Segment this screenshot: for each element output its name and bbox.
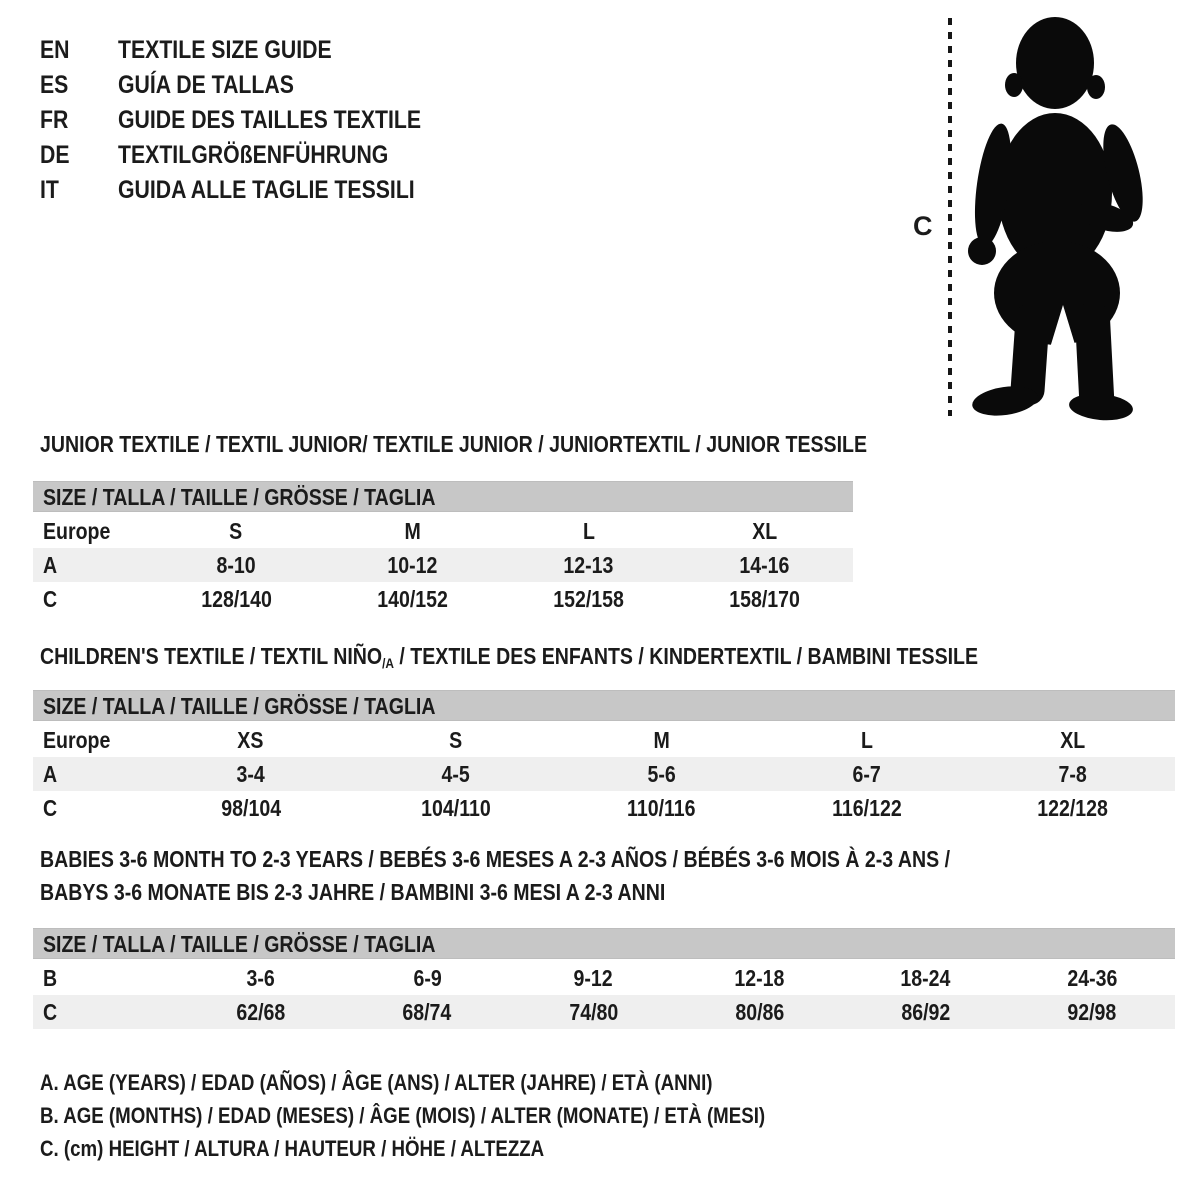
- language-row-en: [40, 33, 475, 68]
- guide-title-en: TEXTILE SIZE GUIDE: [118, 36, 332, 64]
- size-header-bar: SIZE / TALLA / TAILLE / GRÖSSE / TAGLIA: [33, 481, 853, 512]
- babies-section-title-line1: BABIES 3-6 MONTH TO 2-3 YEARS / BEBÉS 3-6 MESES A 2-3 AÑOS / BÉBÉS 3-6 MOIS À 2-3 ANS /: [40, 846, 951, 872]
- table-row-europe: Europe S M L XL: [43, 517, 778, 544]
- size-header-bar: SIZE / TALLA / TAILLE / GRÖSSE / TAGLIA: [33, 690, 1175, 721]
- language-row-it: [40, 173, 475, 208]
- junior-section-title: JUNIOR TEXTILE / TEXTIL JUNIOR/ TEXTILE JUNIOR / JUNIORTEXTIL / JUNIOR TESSILE: [40, 431, 868, 457]
- babies-section-title-line2: BABYS 3-6 MONATE BIS 2-3 JAHRE / BAMBINI 3-6 MESI A 2-3 ANNI: [40, 879, 666, 905]
- guide-title-es: GUÍA DE TALLAS: [118, 71, 294, 99]
- table-row-age-months: B 3-6 6-9 9-12 12-18 18-24 24-36: [43, 964, 1117, 991]
- baby-toddler-silhouette-icon: [955, 5, 1155, 423]
- guide-title-de: TEXTILGRÖßENFÜHRUNG: [118, 141, 389, 169]
- size-header-bar: SIZE / TALLA / TAILLE / GRÖSSE / TAGLIA: [33, 928, 1175, 959]
- table-row-age-years: A 3-4 4-5 5-6 6-7 7-8: [33, 757, 1175, 791]
- babies-size-table: [33, 928, 1175, 1029]
- vertical-dashed-measure-line-icon: [948, 18, 952, 416]
- children-size-table: [33, 690, 1175, 825]
- table-row-height-cm: C 62/68 68/74 74/80 80/86 86/92 92/98: [33, 995, 1175, 1029]
- table-row-height-cm: C 128/140 140/152 152/158 158/170: [43, 585, 801, 612]
- language-code: EN: [40, 36, 70, 64]
- language-code: FR: [40, 106, 69, 134]
- table-row-europe: Europe XS S M L XL: [43, 726, 1085, 753]
- measurement-legend: [40, 1066, 893, 1165]
- language-code: DE: [40, 141, 70, 169]
- legend-line-c: C. (cm) HEIGHT / ALTURA / HAUTEUR / HÖHE / ALTEZZA: [40, 1135, 545, 1161]
- table-row-height-cm: C 98/104 104/110 110/116 116/122 122/128: [43, 794, 1108, 821]
- nino-a-subscript: /A: [382, 655, 394, 671]
- legend-line-b: B. AGE (MONTHS) / EDAD (MESES) / ÂGE (MOIS) / ALTER (MONATE) / ETÀ (MESI): [40, 1102, 766, 1128]
- language-row-de: [40, 138, 475, 173]
- language-code: IT: [40, 176, 59, 204]
- guide-title-fr: GUIDE DES TAILLES TEXTILE: [118, 106, 422, 134]
- guide-title-it: GUIDA ALLE TAGLIE TESSILI: [118, 176, 415, 204]
- language-title-list: [40, 33, 475, 208]
- children-section-title: CHILDREN'S TEXTILE / TEXTIL $NIÑO_{/A}$ / TEXTILE DES ENFANTS / KINDERTEXTIL / BAMBINI TESSILE: [40, 643, 979, 671]
- language-row-es: [40, 68, 475, 103]
- legend-line-a: A. AGE (YEARS) / EDAD (AÑOS) / ÂGE (ANS) / ALTER (JAHRE) / ETÀ (ANNI): [40, 1069, 713, 1095]
- junior-size-table: [33, 481, 853, 616]
- height-measure-label: C: [913, 211, 933, 241]
- language-code: ES: [40, 71, 69, 99]
- language-row-fr: [40, 103, 475, 138]
- table-row-age-years: A 8-10 10-12 12-13 14-16: [33, 548, 853, 582]
